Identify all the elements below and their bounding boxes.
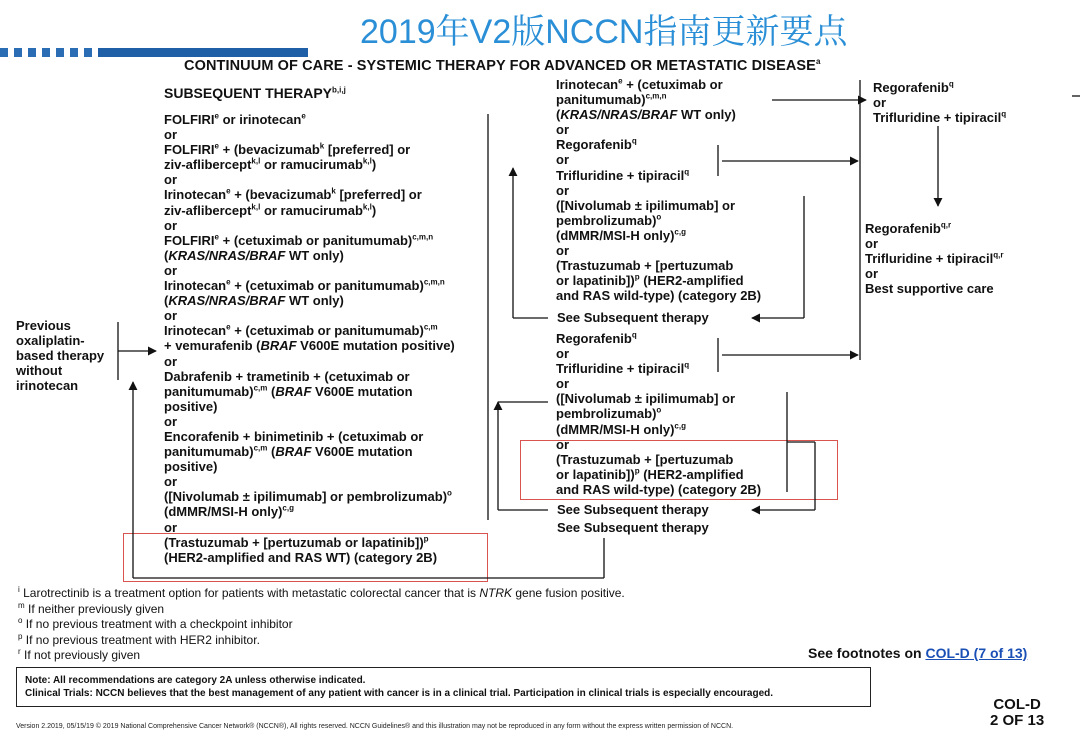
option-line: Irinotecan$^e$ + (bevacizumab$^k$ [preferred] or <box>164 187 422 203</box>
see-subsequent-therapy-link-2[interactable]: See Subsequent therapy <box>557 502 709 517</box>
left-therapy-column: FOLFIRI$^e$ or irinotecan$^e$ or $FOLFIRI^e$ + (bevacizumab$^k$ [preferred] or ziv-aflibercept$^{k,l}$ or ramucirumab$^{k,l}$) or Irinotecan$^e$ + (bevacizumab$^k$ [preferred] or ziv-aflibercept$^{k,l}$ or ramucirumab$^{k,l}$) or $FOLFIRI^e$ + (cetuximab or panitumumab)$^{c,m,n}$ (KRAS/NRAS/BRAF WT only) or Irinotecan$^e$ + (cetuximab or panitumumab)$^{c,m,n}$ (KRAS/NRAS/BRAF WT only) or Irinotecan$^e$ + (cetuximab or panitumumab)$^{c,m}$ + vemurafenib (BRAF V600E mutation positive) or Dabrafenib + trametinib + (cetuximab or panitumumab)$^{c,m}$ (BRAF V600E mutation positive) or Encorafenib + binimetinib + (cetuximab or panitumumab)$^{c,m}$ (BRAF V600E mutation positive) or ([Nivolumab ± ipilimumab] or pembrolizumab)$^o$ (dMMR/MSI-H only)$^{c,g}$ or (Trastuzumab + [pertuzumab or lapatinib])$^p$ (HER2-amplified and RAS WT) (category 2B) <box>164 111 455 565</box>
option-line: + vemurafenib (BRAF V600E mutation positive) <box>164 338 455 354</box>
option-line: (HER2-amplified and RAS WT) (category 2B) <box>164 549 438 565</box>
option-line: (KRAS/NRAS/BRAF WT only) <box>164 293 344 309</box>
note-box: Note: All recommendations are category 2A unless otherwise indicated. Clinical Trials: NCCN believes that the best management of any patient with cancer is in a clinical trial. Participation in clinical trials is especially encouraged. <box>16 667 871 707</box>
footnotes-link[interactable]: COL-D (7 of 13) <box>925 645 1028 661</box>
option-line: positive) <box>164 459 218 475</box>
see-subsequent-therapy-link-1[interactable]: See Subsequent therapy <box>557 310 709 325</box>
copyright-line: Version 2.2019, 05/15/19 © 2019 National Comprehensive Cancer Network® (NCCN®), All rights reserved. NCCN Guidelines® and this illustration may not be reproduced in any form without the express written permission of NCCN. <box>16 723 734 730</box>
see-subsequent-therapy-link-3[interactable]: See Subsequent therapy <box>557 520 709 535</box>
previous-therapy-label: Previous oxaliplatin- based therapy without irinotecan <box>16 318 105 393</box>
page-code: COL-D 2 OF 13 <box>990 696 1045 729</box>
option-line: ([Nivolumab ± ipilimumab] or pembrolizumab)$^o$ <box>164 489 452 505</box>
option-line: panitumumab)$^{c,m}$ (BRAF V600E mutation <box>164 443 413 460</box>
right-top-options: Regorafenib$^q$ or Trifluridine + tipiracil$^q$ <box>873 79 1007 125</box>
option-line: Irinotecan$^e$ + (cetuximab or panitumumab)$^{c,m}$ <box>164 322 438 339</box>
option-line: ziv-aflibercept$^{k,l}$ or ramucirumab$^{k,l}$) <box>164 156 377 173</box>
option-line: (KRAS/NRAS/BRAF WT only) <box>164 247 344 263</box>
option-line: FOLFIRI$^e$ or irinotecan$^e$ <box>164 111 306 127</box>
middle-bottom-column: Regorafenib$^q$ or Trifluridine + tipiracil$^q$ or ([Nivolumab ± ipilimumab] or pembrolizumab)$^o$ (dMMR/MSI-H only)$^{c,g}$ or (Trastuzumab + [pertuzumab or lapatinib])$^p$ (HER2-amplified and RAS wild-type) (category 2B) <box>556 330 762 497</box>
subsequent-therapy-heading: SUBSEQUENT THERAPY$^{b,i,j}$ <box>164 85 346 101</box>
option-line: $FOLFIRI^e$ + (bevacizumab$^k$ [preferred] or <box>164 141 411 158</box>
option-line: Dabrafenib + trametinib + (cetuximab or <box>164 368 410 384</box>
option-line: $FOLFIRI^e$ + (cetuximab or panitumumab)$^{c,m,n}$ <box>164 232 434 248</box>
footnotes: $^i$ Larotrectinib is a treatment option for patients with metastatic colorectal cancer that is NTRK gene fusion positive. $^m$ If neither previously given $^o$ If no previous treatment with a checkpoint inhibitor $^p$ If no previous treatment with HER2 inhibitor. $^r$ If not previously given <box>18 585 625 662</box>
option-line: (dMMR/MSI-H only)$^{c,g}$ <box>164 504 294 520</box>
option-line: (Trastuzumab + [pertuzumab or lapatinib])$^p$ <box>164 534 429 550</box>
option-line: Encorafenib + binimetinib + (cetuximab or <box>164 428 424 444</box>
option-line: ziv-aflibercept$^{k,l}$ or ramucirumab$^{k,l}$) <box>164 202 377 218</box>
see-footnotes: See footnotes on COL-D (7 of 13) <box>808 645 1028 661</box>
option-line: Irinotecan$^e$ + (cetuximab or panitumumab)$^{c,m,n}$ <box>164 277 445 294</box>
middle-top-column: Irinotecan$^e$ + (cetuximab or panitumumab)$^{c,m,n}$ (KRAS/NRAS/BRAF WT only) or Regorafenib$^q$ or Trifluridine + tipiracil$^q$ or ([Nivolumab ± ipilimumab] or pembrolizumab)$^o$ (dMMR/MSI-H only)$^{c,g}$ or (Trastuzumab + [pertuzumab or lapatinib])$^p$ (HER2-amplified and RAS wild-type) (category 2B) <box>556 76 762 304</box>
page-heading: CONTINUUM OF CARE - SYSTEMIC THERAPY FOR ADVANCED OR METASTATIC DISEASE$^a$ <box>184 57 821 74</box>
slide-title: 2019年V2版NCCN指南更新要点 <box>360 13 848 51</box>
option-line: positive) <box>164 398 218 414</box>
right-bottom-options: Regorafenib$^{q,r}$ or Trifluridine + tipiracil$^{q,r}$ or Best supportive care <box>865 220 1004 296</box>
option-line: panitumumab)$^{c,m}$ (BRAF V600E mutation <box>164 383 413 399</box>
